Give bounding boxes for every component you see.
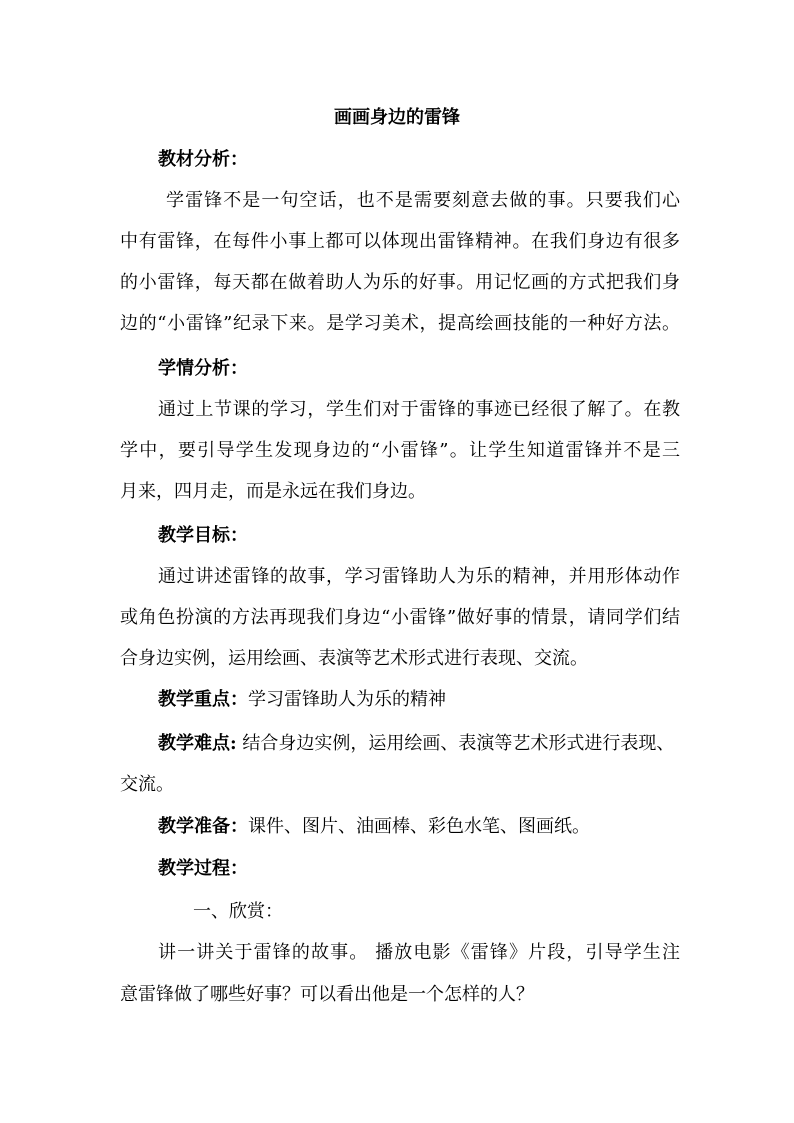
material-analysis-line-3: 的小雷锋，每天都在做着助人为乐的好事。用记忆画的方式把我们身: [120, 272, 680, 293]
student-analysis-heading: 学情分析：: [158, 358, 248, 379]
material-analysis-line-4: 边的“小雷锋”纪录下来。是学习美术，提高绘画技能的一种好方法。: [120, 313, 680, 334]
key-points-text: 学习雷锋助人为乐的精神: [248, 689, 446, 710]
difficulties-text: 结合身边实例，运用绘画、表演等艺术形式进行表现、: [236, 733, 675, 754]
material-analysis-line-2: 中有雷锋，在每件小事上都可以体现出雷锋精神。在我们身边有很多: [120, 231, 680, 252]
student-analysis-line-2: 学中，要引导学生发现身边的“小雷锋”。让学生知道雷锋并不是三: [120, 440, 680, 461]
material-analysis-heading: 教材分析：: [158, 149, 248, 170]
key-points-label: 教学重点：: [158, 689, 248, 710]
teaching-goals-line-1: 通过讲述雷锋的故事，学习雷锋助人为乐的精神，并用形体动作: [158, 566, 680, 587]
key-points-line: [158, 686, 680, 714]
difficulties-label: 教学难点:: [158, 733, 237, 754]
preparation-line: [158, 813, 680, 841]
process-line-2: 意雷锋做了哪些好事？可以看出他是一个怎样的人？: [120, 984, 534, 1005]
difficulties-line: [158, 730, 680, 758]
student-analysis-line-1: 通过上节课的学习，学生们对于雷锋的事迹已经很了解了。在教: [158, 399, 680, 420]
teaching-goals-line-3: 合身边实例，运用绘画、表演等艺术形式进行表现、交流。: [120, 648, 588, 669]
teaching-goals-line-2: 或角色扮演的方法再现我们身边“小雷锋”做好事的情景，请同学们结: [120, 607, 680, 628]
preparation-text: 课件、图片、油画棒、彩色水笔、图画纸。: [248, 816, 590, 837]
difficulties-continuation: 交流。: [120, 774, 174, 795]
preparation-label: 教学准备：: [158, 816, 248, 837]
process-line-1: 讲一讲关于雷锋的故事。 播放电影《雷锋》片段，引导学生注: [158, 942, 680, 963]
student-analysis-line-3: 月来，四月走，而是永远在我们身边。: [120, 481, 426, 502]
material-analysis-line-1: 学雷锋不是一句空话，也不是需要刻意去做的事。只要我们心: [166, 190, 680, 211]
document-title: 画画身边的雷锋: [334, 107, 460, 128]
teaching-goals-heading: 教学目标：: [158, 525, 248, 546]
process-heading: 教学过程：: [158, 858, 248, 879]
process-step-one: 一、欣赏：: [193, 901, 283, 922]
